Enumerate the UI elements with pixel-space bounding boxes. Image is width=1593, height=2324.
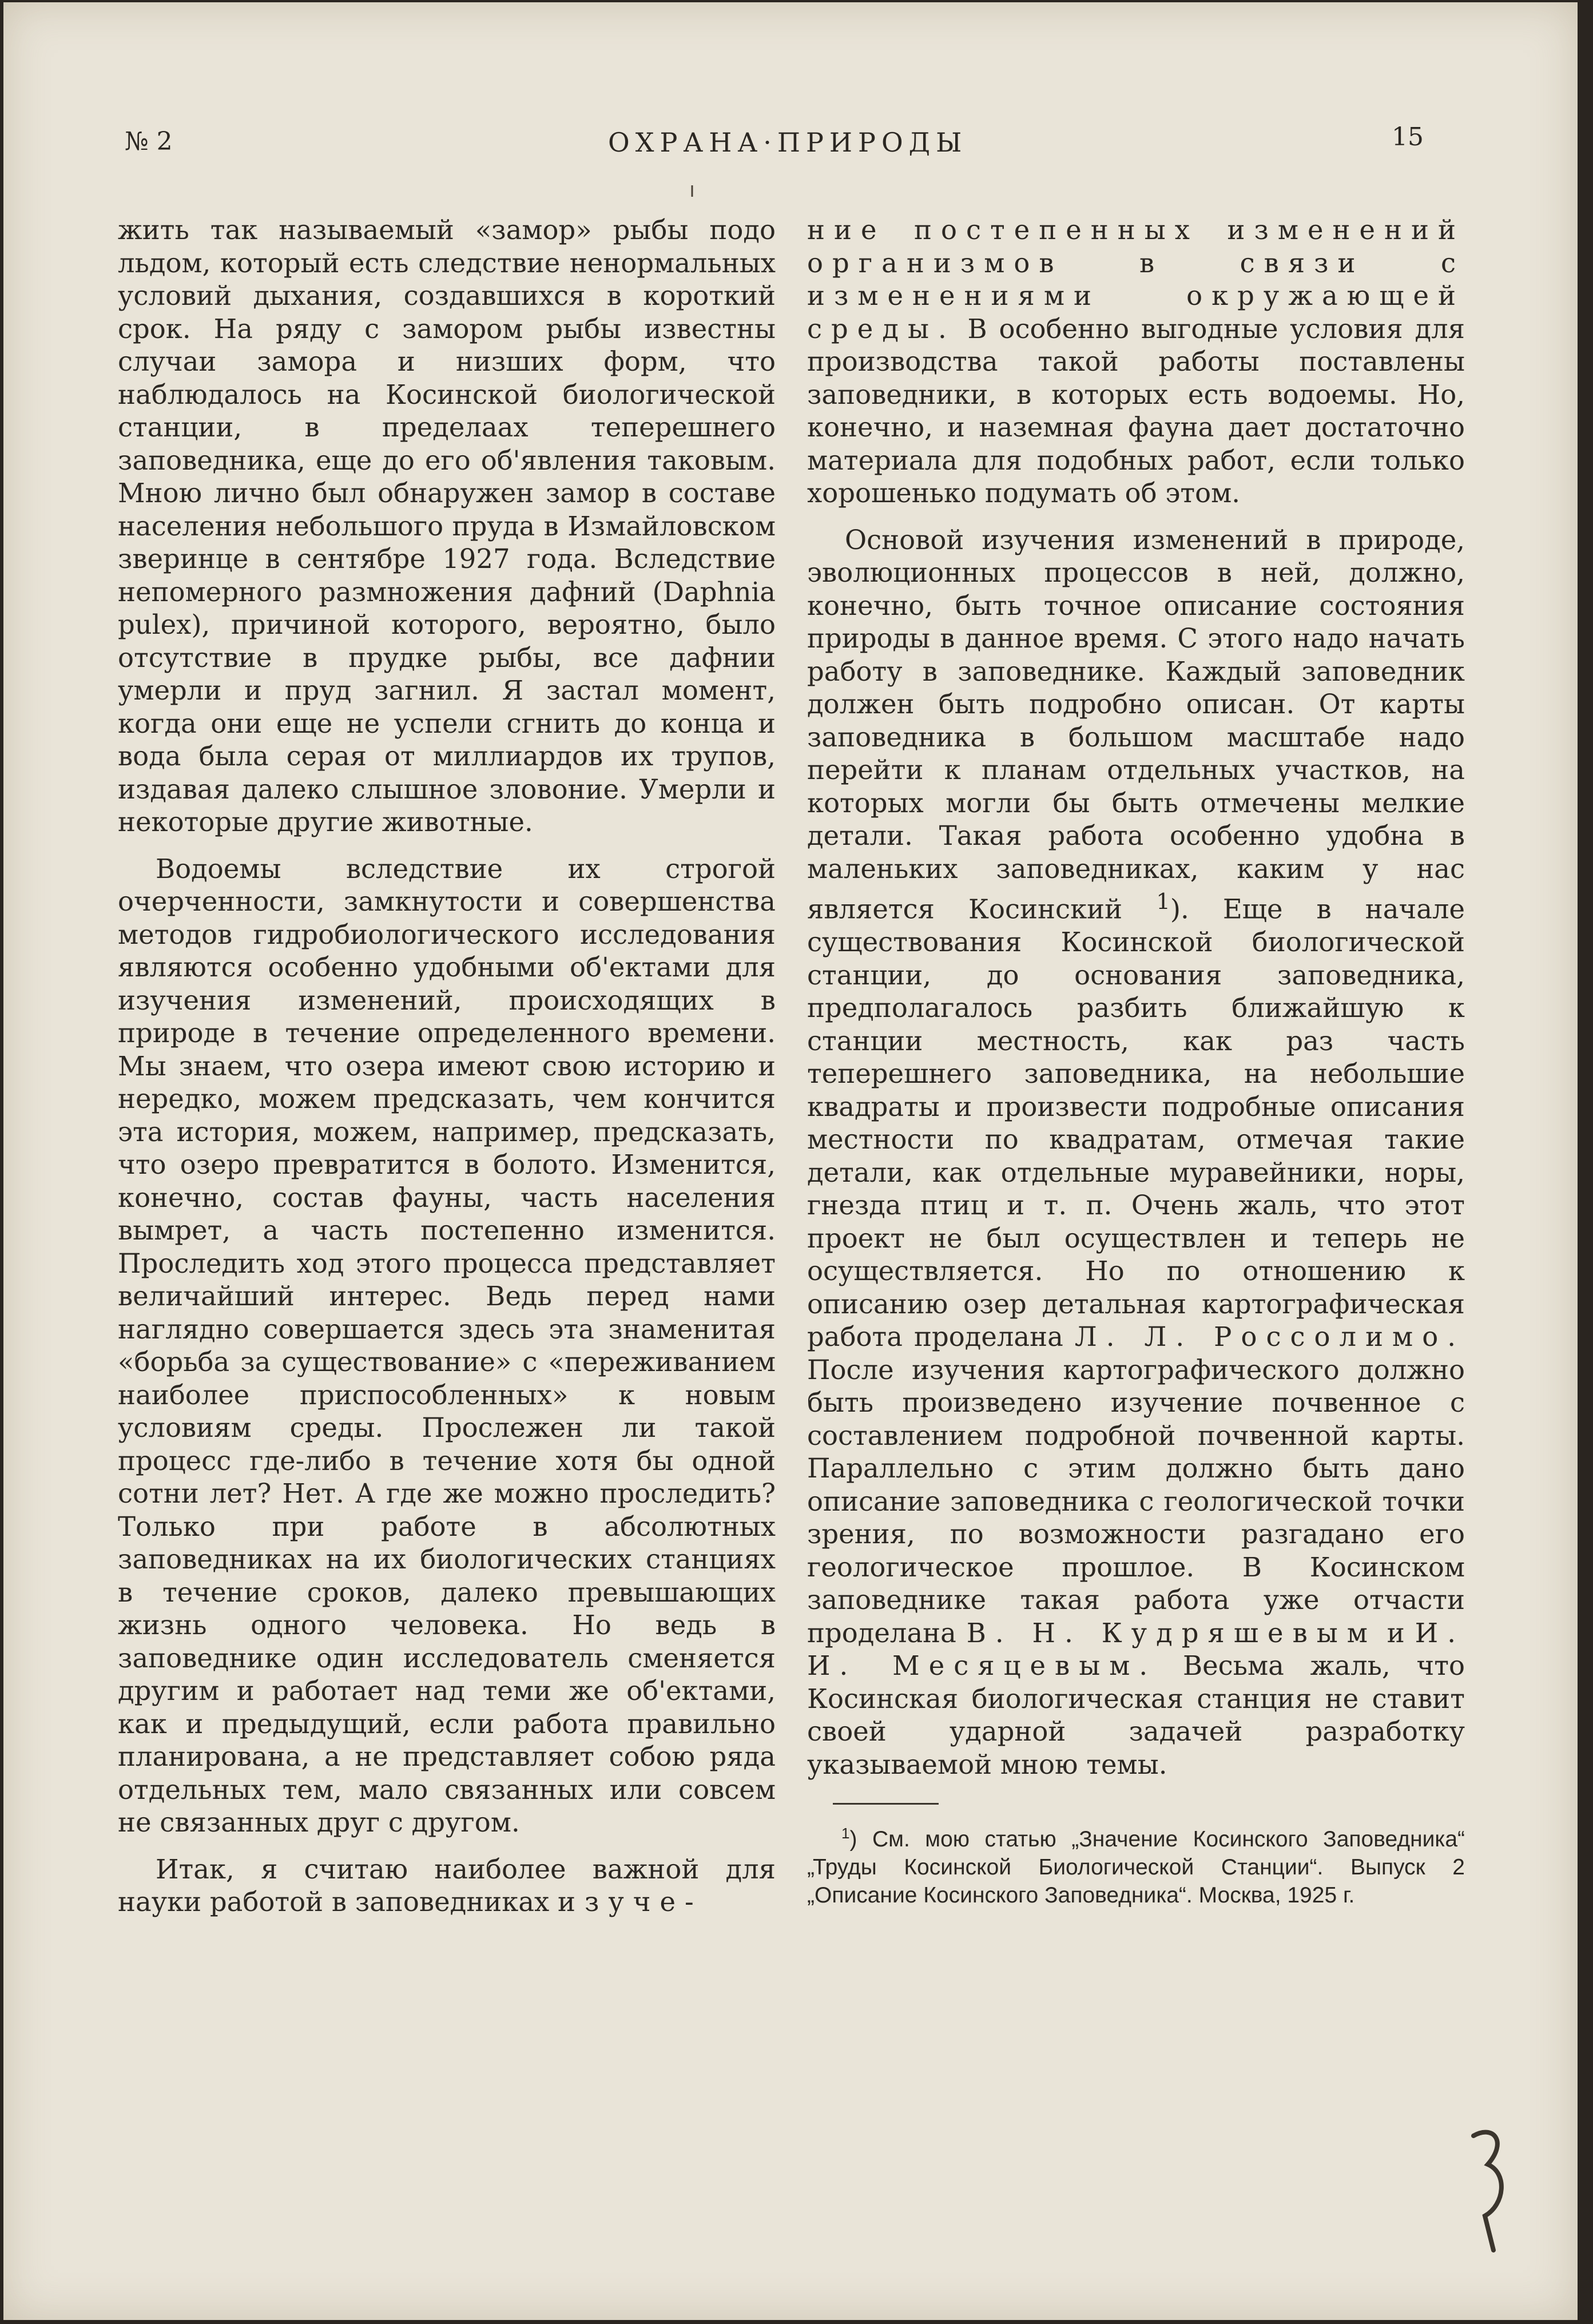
paragraph-text: Весьма жаль, что Косинская биологическая станция не ставит своей ударной задачей разработку указываемой мною темы. [807, 1650, 1465, 1780]
left-column [118, 214, 776, 1933]
journal-page [3, 2, 1578, 2320]
paragraph-text: ). Еще в начале существования Косинской биологической станции, до основания заповедника, предполагалось разбить ближайшую к станции местность, как раз часть теперешнего заповедника, на небольшие квадраты и произвести подробные описания местности по квадратам, отмечая такие детали, как отдельные муравейники, норы, гнезда птиц и т. п. Очень жаль, что этот проект не был осуществлен и теперь не осуществляется. Но по отношению к описанию озер детальная картографическая работа проделана [807, 893, 1465, 1352]
pencil-tick [690, 185, 694, 197]
paragraph [807, 524, 1465, 1782]
author-name: Л. Л. Россолимо. [1074, 1321, 1465, 1352]
page-number: 15 [1392, 122, 1424, 152]
page-header [125, 122, 1440, 167]
spaced-emphasis: изуче- [558, 1886, 703, 1917]
paragraph: Водоемы вследствие их строгой очерченности, замкнутости и совершенства методов гидробиологического исследования являются особенно удобными об'ектами для изучения изменений, происходящих в природе в течение определенного времени. Мы знаем, что озера имеют свою историю и нередко, можем предсказать, чем кончится эта история, можем, например, предсказать, что озеро превратится в болото. Изменится, конечно, состав фауны, часть населения вымрет, а часть постепенно изменится. Проследить ход этого процесса представляет величайший интерес. Ведь перед нами наглядно совершается здесь эта знаменитая «борьба за существование» с «переживанием наиболее приспособленных» к новым условиям среды. Прослежен ли такой процесс где-либо в течение хотя бы одной сотни лет? Нет. А где же можно проследить? Только при работе в абсолютных заповедниках на их биологических станциях в течение сроков, далеко превышающих жизнь одного человека. Но ведь в заповеднике один исследователь сменяется другим и работает над теми же об'ектами, как и предыдущий, если работа правильно планирована, а не представляет собою ряда отдельных тем, мало связанных или совсем не связанных друг с другом. [118, 853, 776, 1838]
paragraph-text: В особенно выгодные условия для производства такой работы поставлены заповедники, в которых есть водоемы. Но, конечно, и наземная фауна дает достаточно материала для подобных работ, если только хорошенько подумать об этом. [807, 313, 1465, 509]
footnote-ref: 1 [1156, 889, 1170, 915]
footnote-divider [833, 1803, 939, 1805]
author-name: И. И. Месяцевым. [807, 1617, 1465, 1681]
right-column [807, 214, 1465, 1909]
paragraph [118, 1853, 776, 1919]
paragraph-text: После изучения картографического должно быть произведено изучение почвенное с составлением подробной почвенной карты. Параллельно с этим должно быть дано описание заповедника с геологической точки зрения, по возможности разгадано его геологическое прошлое. В Косинском заповеднике такая работа уже отчасти проделана [807, 1354, 1465, 1648]
spaced-emphasis: ние постепенных изменений организмов в связи с изменениями окружающей среды. [807, 214, 1465, 344]
paragraph-text: Основой изучения изменений в природе, эволюционных процессов в ней, должно, конечно, быть точное описание состояния природы в данное время. С этого надо начать работу в заповеднике. Каждый заповедник должен быть подробно описан. От карты заповедника в большом масштабе надо перейти к планам отдельных участков, на которых могли бы быть отмечены мелкие детали. Такая работа особенно удобна в маленьких заповедниках, каким у нас является Косинский [807, 524, 1465, 925]
paragraph-text: Итак, я считаю наиболее важной для науки работой в заповедниках [118, 1853, 776, 1917]
footnote-text: ) См. мою статью „Значение Косинского Заповедника“ „Труды Косинской Биологической Станции“. Выпуск 2 „Описание Косинского Заповедника“. Москва, 1925 г. [807, 1827, 1465, 1908]
journal-title: ОХРАНА·ПРИРОДЫ [608, 127, 968, 158]
footnote [807, 1820, 1465, 1909]
issue-number: № 2 [125, 127, 173, 156]
conjunction: и [1387, 1617, 1405, 1648]
author-name: В. Н. Кудряшевым [966, 1617, 1377, 1648]
handwritten-pencil-mark [1462, 2119, 1513, 2256]
footnote-marker: 1 [841, 1825, 850, 1842]
paragraph [807, 214, 1465, 510]
paragraph: жить так называемый «замор» рыбы подо льдом, который есть следствие ненормальных условий дыхания, создавшихся в короткий срок. На ряду с замором рыбы известны случаи замора и низших форм, что наблюдалось на Косинской биологической станции, в пределаах теперешнего заповедника, еще до его об'явления таковым. Мною лично был обнаружен замор в составе населения небольшого пруда в Измайловском зверинце в сентябре 1927 года. Вследствие непомерного размножения дафний (Daphnia pulex), причиной которого, вероятно, было отсутствие в прудке рыбы, все дафнии умерли и пруд загнил. Я застал момент, когда они еще не успели сгнить до конца и вода была серая от миллиардов их трупов, издавая далеко слышное зловоние. Умерли и некоторые другие животные. [118, 214, 776, 837]
